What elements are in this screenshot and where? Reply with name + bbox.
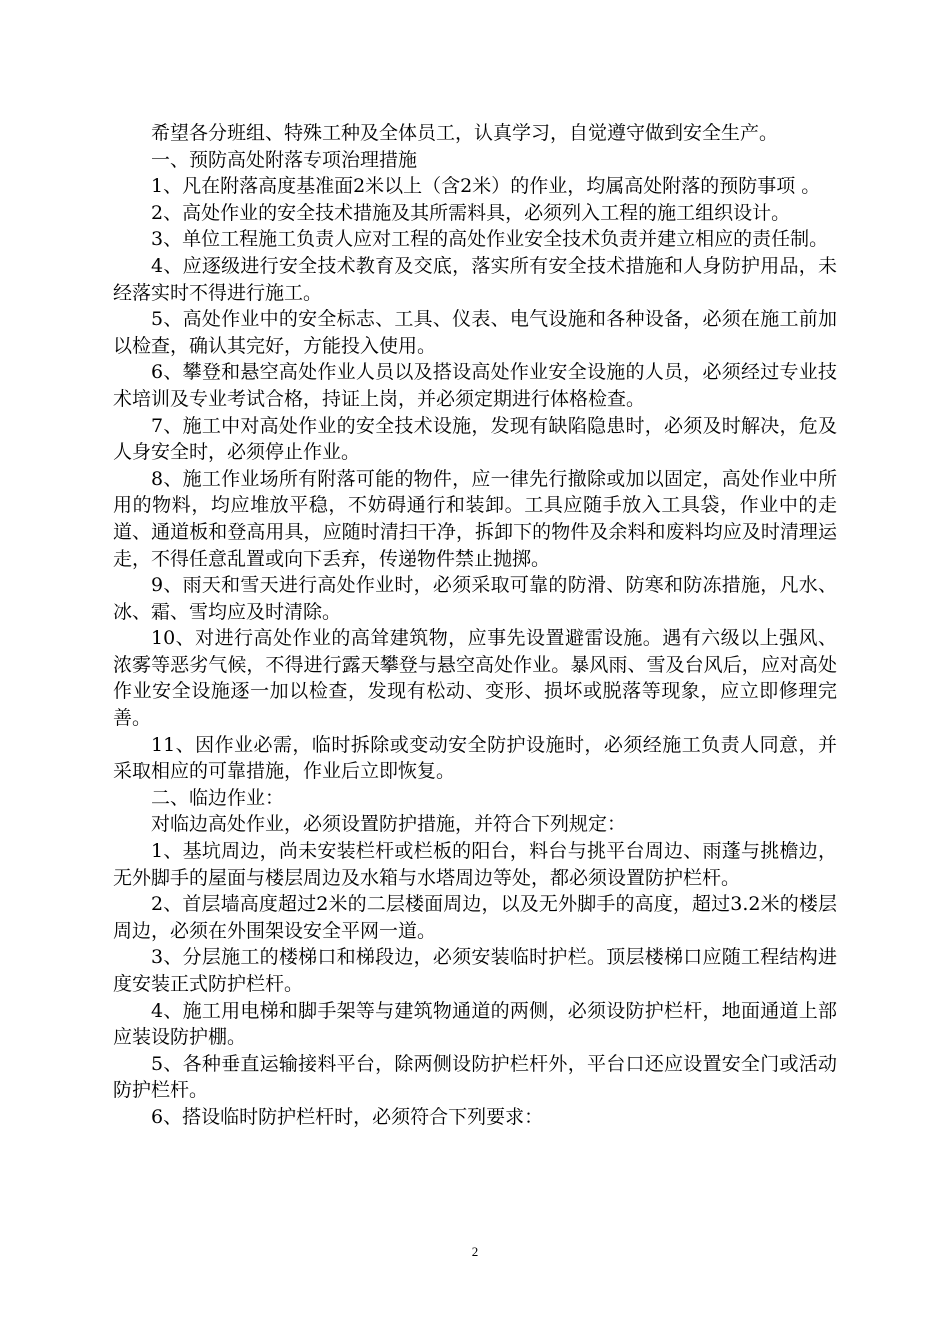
- paragraph: 6、攀登和悬空高处作业人员以及搭设高处作业安全设施的人员，必须经过专业技术培训及专业考试合格，持证上岗，并必须定期进行体格检查。: [113, 361, 837, 410]
- paragraph: 11、因作业必需，临时拆除或变动安全防护设施时，必须经施工负责人同意，并采取相应的可靠措施，作业后立即恢复。: [113, 733, 837, 783]
- section-heading: 二、临边作业：: [151, 786, 285, 809]
- paragraph: 3、分层施工的楼梯口和梯段边，必须安装临时护栏。顶层楼梯口应随工程结构进度安装正式防护栏杆。: [113, 946, 837, 995]
- paragraph: 对临边高处作业，必须设置防护措施，并符合下列规定：: [151, 813, 627, 836]
- paragraph: 1、凡在附落高度基准面2米以上（含2米）的作业，均属高处附落的预防事项 。: [151, 175, 821, 198]
- paragraph: 4、应逐级进行安全技术教育及交底，落实所有安全技术措施和人身防护用品，未经落实时不得进行施工。: [113, 254, 837, 304]
- paragraph: 7、施工中对高处作业的安全技术设施，发现有缺陷隐患时，必须及时解决，危及人身安全时，必须停止作业。: [113, 414, 837, 464]
- paragraph: 9、雨天和雪天进行高处作业时，必须采取可靠的防滑、防寒和防冻措施，凡水、冰、霜、雪均应及时清除。: [113, 574, 837, 623]
- paragraph: 2、首层墙高度超过2米的二层楼面周边，以及无外脚手的高度，超过3.2米的楼层周边，必须在外围架设安全平网一道。: [113, 893, 837, 942]
- paragraph: 1、基坑周边，尚未安装栏杆或栏板的阳台，料台与挑平台周边、雨蓬与挑檐边，无外脚手的屋面与楼层周边及水箱与水塔周边等处，都必须设置防护栏杆。: [113, 840, 837, 889]
- page-number: 2: [471, 1244, 479, 1259]
- paragraph: 3、单位工程施工负责人应对工程的高处作业安全技术负责并建立相应的责任制。: [151, 228, 829, 251]
- section-heading: 一、预防高处附落专项治理措施: [151, 148, 418, 171]
- paragraph: 4、施工用电梯和脚手架等与建筑物通道的两侧，必须设防护栏杆，地面通道上部应装设防护棚。: [113, 999, 837, 1049]
- paragraph: 2、高处作业的安全技术措施及其所需料具，必须列入工程的施工组织设计。: [151, 201, 791, 224]
- paragraph: 5、高处作业中的安全标志、工具、仪表、电气设施和各种设备，必须在施工前加以检查，确认其完好，方能投入使用。: [113, 308, 837, 357]
- paragraph: 5、各种垂直运输接料平台，除两侧设防护栏杆外，平台口还应设置安全门或活动防护栏杆。: [113, 1052, 837, 1102]
- document-body: [113, 120, 837, 1131]
- paragraph: 10、对进行高处作业的高耸建筑物，应事先设置避雷设施。遇有六级以上强风、浓雾等恶劣气候，不得进行露天攀登与悬空高处作业。暴风雨、雪及台风后，应对高处作业安全设施逐一加以检查，发现有松动、变形、损坏或脱落等现象，应立即修理完善。: [113, 627, 837, 730]
- paragraph: 6、搭设临时防护栏杆时，必须符合下列要求：: [151, 1105, 544, 1128]
- paragraph: 希望各分班组、特殊工种及全体员工，认真学习，自觉遵守做到安全生产。: [151, 122, 779, 144]
- paragraph: 8、施工作业场所有附落可能的物件，应一律先行撤除或加以固定，高处作业中所用的物料，均应堆放平稳，不妨碍通行和装卸。工具应随手放入工具袋，作业中的走道、通道板和登高用具，应随时清扫干净，拆卸下的物件及余料和废料均应及时清理运走，不得任意乱置或向下丢弃，传递物件禁止抛掷。: [113, 467, 837, 570]
